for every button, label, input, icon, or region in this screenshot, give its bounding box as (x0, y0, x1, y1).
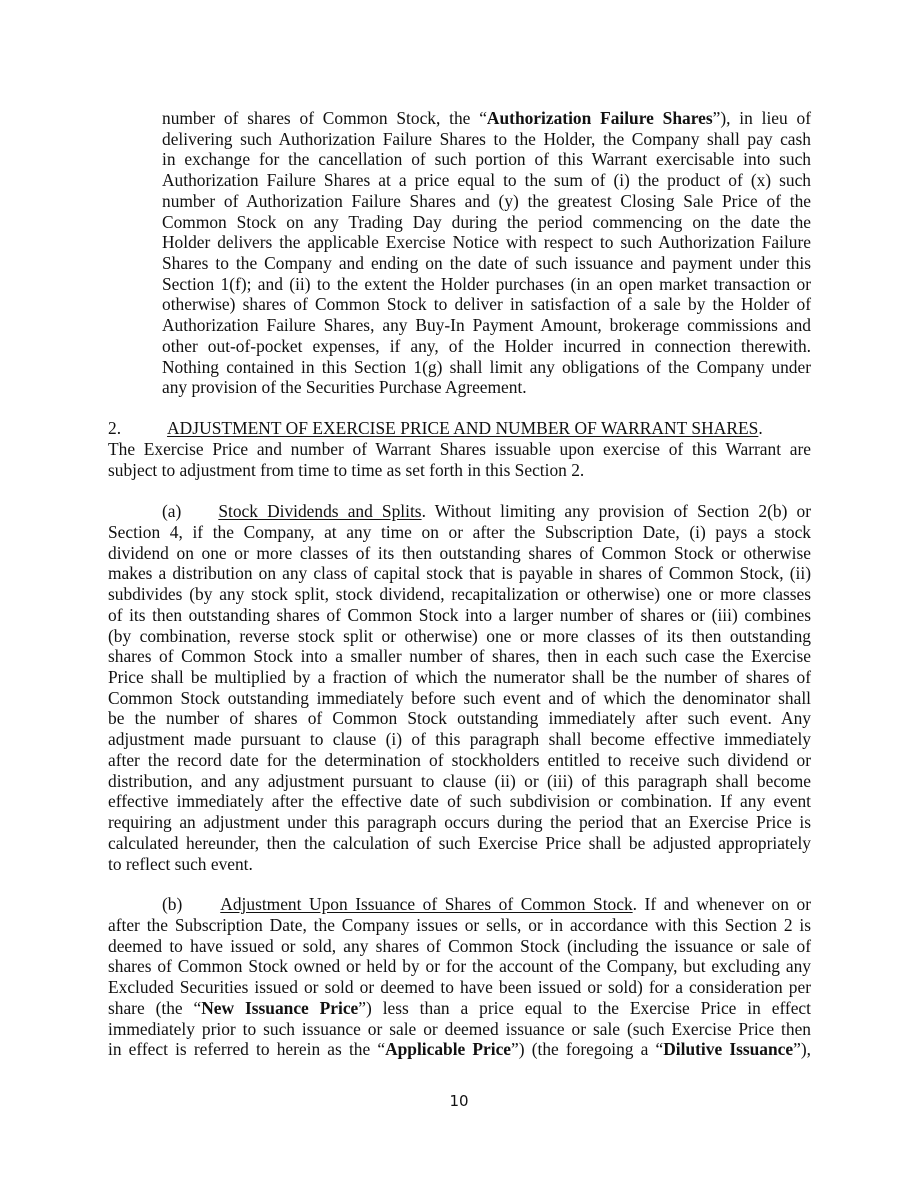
text-line: any provision of the Securities Purchase Agreement. (162, 377, 527, 398)
text-line: calculated hereunder, then the calculation of such Exercise Price shall be adjusted appropriately (108, 832, 811, 853)
subsection-number: (b) (162, 894, 183, 914)
text-line: immediately prior to such issuance or sale or deemed issuance or sale (such Exercise Price then (108, 1018, 811, 1039)
section-2-heading-line (108, 418, 811, 439)
defined-term: Dilutive Issuance (663, 1039, 794, 1060)
subsection-text: . If and whenever on or (632, 894, 812, 914)
text-line: distribution, and any adjustment pursuant to clause (ii) or (iii) of this paragraph shall become (108, 770, 811, 791)
text-line: requiring an adjustment under this paragraph occurs during the period that an Exercise Price is (108, 812, 811, 833)
text-line: subdivides (by any stock split, stock dividend, recapitalization or otherwise) one or more classes (108, 584, 811, 605)
text-line: be the number of shares of Common Stock outstanding immediately after such event. Any (108, 708, 811, 729)
text-line: effective immediately after the effective date of such subdivision or combination. If any event (108, 791, 811, 812)
text-line: dividend on one or more classes of its then outstanding shares of Common Stock or otherwise (108, 542, 811, 563)
text-line: Shares to the Company and ending on the date of such issuance and payment under this (162, 253, 811, 274)
section-heading: ADJUSTMENT OF EXERCISE PRICE AND NUMBER OF WARRANT SHARES (167, 418, 759, 438)
text-line: Nothing contained in this Section 1(g) shall limit any obligations of the Company under (162, 356, 811, 377)
text-line: in effect is referred to herein as the “Applicable Price”) (the foregoing a “Dilutive Issuance”), (108, 1039, 811, 1060)
text-line: in exchange for the cancellation of such portion of this Warrant exercisable into such (162, 149, 811, 170)
text-line: to reflect such event. (108, 853, 253, 874)
text-line: (by combination, reverse stock split or otherwise) one or more classes of its then outstanding (108, 625, 811, 646)
heading-period: . (758, 418, 763, 438)
text-line: Excluded Securities issued or sold or deemed to have been issued or sold) for a consideration per (108, 977, 811, 998)
subsection-heading: Adjustment Upon Issuance of Shares of Common Stock (220, 894, 633, 914)
text-line: number of Authorization Failure Shares and (y) the greatest Closing Sale Price of the (162, 190, 811, 211)
text-line: of its then outstanding shares of Common Stock into a larger number of shares or (iii) combines (108, 604, 811, 625)
subsection-heading: Stock Dividends and Splits (218, 501, 422, 521)
defined-term: Authorization Failure Shares (486, 108, 713, 128)
text-line: adjustment made pursuant to clause (i) of this paragraph shall become effective immediately (108, 729, 811, 750)
section-number: 2. (108, 418, 122, 438)
text-line: otherwise) shares of Common Stock to deliver in satisfaction of a sale by the Holder of (162, 294, 811, 315)
subsection-text: . Without limiting any provision of Section 2(b) or (421, 501, 812, 521)
text-line: subject to adjustment from time to time as set forth in this Section 2. (108, 459, 585, 480)
text-line: deemed to have issued or sold, any shares of Common Stock (including the issuance or sale of (108, 935, 811, 956)
text-line: makes a distribution on any class of capital stock that is payable in shares of Common Stock, (ii) (108, 563, 811, 584)
page-number: 10 (449, 1092, 469, 1110)
section-2a-first-line (108, 501, 811, 522)
text-line: number of shares of Common Stock, the “Authorization Failure Shares”), in lieu of (162, 108, 811, 128)
text-line: Section 1(f); and (ii) to the extent the Holder purchases (in an open market transaction or (162, 273, 811, 294)
defined-term: Applicable Price (385, 1039, 512, 1060)
text-line: share (the “New Issuance Price”) less than a price equal to the Exercise Price in effect (108, 997, 811, 1018)
text-line: Authorization Failure Shares at a price equal to the sum of (i) the product of (x) such (162, 170, 811, 191)
text-line: Holder delivers the applicable Exercise Notice with respect to such Authorization Failure (162, 232, 811, 253)
section-2b-first-line (108, 894, 811, 915)
text-line: Common Stock on any Trading Day during the period commencing on the date the (162, 211, 811, 232)
text-line: Common Stock outstanding immediately before such event and of which the denominator shall (108, 687, 811, 708)
text-line: after the Subscription Date, the Company issues or sells, or in accordance with this Section 2 is (108, 915, 811, 935)
text-line: delivering such Authorization Failure Shares to the Holder, the Company shall pay cash (162, 128, 811, 149)
defined-term: New Issuance Price (201, 997, 359, 1018)
text-line: after the record date for the determination of stockholders entitled to receive such dividend or (108, 749, 811, 770)
text-line: Section 4, if the Company, at any time on or after the Subscription Date, (i) pays a stock (108, 522, 811, 542)
subsection-number: (a) (162, 501, 182, 521)
text-line: The Exercise Price and number of Warrant Shares issuable upon exercise of this Warrant are (108, 439, 811, 459)
text-line: other out-of-pocket expenses, if any, of the Holder incurred in connection therewith. (162, 335, 811, 356)
text-line: shares of Common Stock owned or held by or for the account of the Company, but excluding any (108, 956, 811, 977)
text-line: Authorization Failure Shares, any Buy-In Payment Amount, brokerage commissions and (162, 315, 811, 336)
text-line: shares of Common Stock into a smaller number of shares, then in each such case the Exercise (108, 646, 811, 667)
text-line: Price shall be multiplied by a fraction of which the numerator shall be the number of shares of (108, 667, 811, 688)
